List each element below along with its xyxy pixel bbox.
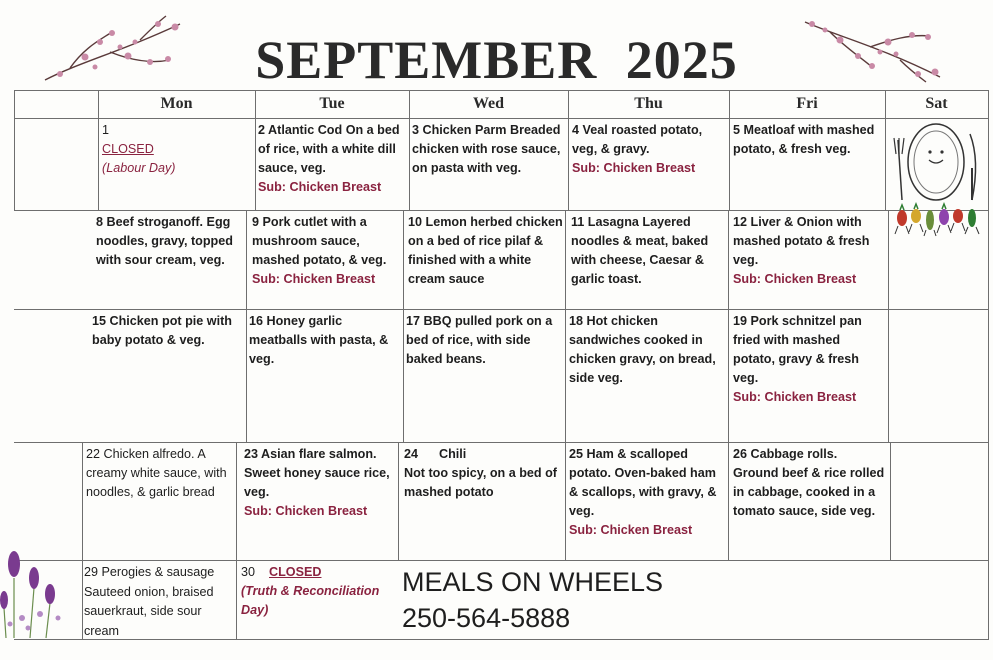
meal-description: 19 Pork schnitzel pan fried with mashed potato, gravy & fresh veg. (733, 314, 862, 385)
meal-description: 18 Hot chicken sandwiches cooked in chicken gravy, on bread, side veg. (569, 314, 716, 385)
cherry-blossom-branch-icon (800, 12, 945, 87)
calendar-cell-sep-4 (572, 121, 728, 178)
meal-description: 26 Cabbage rolls. Ground beef & rice rolled in cabbage, cooked in a tomato sauce, side veg. (733, 447, 885, 518)
grid-line (14, 560, 989, 561)
calendar-cell-sep-15 (92, 312, 244, 350)
grid-line (988, 90, 989, 639)
meal-description: 4 Veal roasted potato, veg, & gravy. (572, 123, 703, 156)
lavender-flowers-icon (0, 548, 70, 640)
meal-description: Not too spicy, on a bed of mashed potato (404, 466, 557, 499)
sub-note: Sub: Chicken Breast (733, 390, 857, 404)
sub-note: Sub: Chicken Breast (733, 272, 857, 286)
day-header-thu: Thu (634, 95, 663, 112)
grid-line (82, 442, 83, 639)
holiday-label: (Labour Day) (102, 161, 176, 175)
meal-description: 29 Perogies & sausage Sauteed onion, braised sauerkraut, side sour cream (84, 565, 215, 638)
closed-label: CLOSED (102, 142, 154, 156)
calendar-cell-sep-26 (733, 445, 885, 521)
meal-description: 25 Ham & scalloped potato. Oven-baked ham & scallops, with gravy, & veg. (569, 447, 717, 518)
calendar-cell-sep-5 (733, 121, 881, 159)
calendar-cell-sep-9 (252, 213, 402, 289)
sub-note: Sub: Chicken Breast (258, 180, 382, 194)
day-header-tue: Tue (319, 95, 345, 112)
sub-note: Sub: Chicken Breast (569, 523, 693, 537)
meals-on-wheels-contact (402, 564, 663, 636)
meal-description: 11 Lasagna Layered noodles & meat, baked with cheese, Caesar & garlic toast. (571, 215, 709, 286)
grid-line (236, 442, 237, 639)
calendar-cell-sep-25 (569, 445, 725, 540)
calendar-cell-sep-22 (86, 445, 232, 502)
day-number: 30 (241, 565, 256, 579)
calendar-cell-sep-16 (249, 312, 399, 369)
grid-line (728, 442, 729, 560)
meal-description: 15 Chicken pot pie with baby potato & veg. (92, 314, 232, 347)
meal-description: 2 Atlantic Cod On a bed of rice, with a white dill sauce, veg. (258, 123, 400, 175)
day-header-sat: Sat (925, 95, 948, 112)
holiday-label: (Truth & Reconciliation Day) (241, 584, 380, 617)
grid-line (14, 118, 989, 119)
grid-line (14, 210, 989, 211)
closed-label: CLOSED (269, 565, 322, 579)
cherry-blossom-branch-icon (40, 12, 185, 87)
meal-description: 3 Chicken Parm Breaded chicken with rose sauce, on pasta with veg. (412, 123, 561, 175)
calendar-cell-sep-29 (84, 563, 234, 641)
sub-note: Sub: Chicken Breast (572, 161, 696, 175)
grid-line (403, 210, 404, 442)
grid-line (398, 442, 399, 560)
grid-line (14, 442, 989, 443)
day-header-fri: Fri (796, 95, 818, 112)
grid-line (890, 442, 891, 560)
calendar-cell-sep-3 (412, 121, 566, 178)
meal-description: 17 BBQ pulled pork on a bed of rice, with side baked beans. (406, 314, 553, 366)
grid-line (565, 442, 566, 560)
grid-line (565, 210, 566, 442)
vegetable-characters-icon (895, 204, 979, 236)
grid-line (14, 90, 15, 210)
meal-description: 8 Beef stroganoff. Egg noodles, gravy, topped with sour cream, veg. (96, 215, 233, 267)
page-title: SEPTEMBER 2025 (255, 30, 738, 90)
day-header-mon: Mon (160, 95, 193, 112)
calendar-cell-sep-24 (404, 445, 562, 502)
meal-description: 12 Liver & Onion with mashed potato & fresh veg. (733, 215, 870, 267)
grid-line (246, 210, 247, 442)
grid-line (888, 210, 889, 442)
organization-name: MEALS ON WHEELS (402, 567, 664, 597)
sub-note: Sub: Chicken Breast (252, 272, 376, 286)
meal-description: 5 Meatloaf with mashed potato, & fresh veg. (733, 123, 875, 156)
grid-line (14, 309, 989, 310)
plate-and-cutlery-icon (888, 120, 986, 242)
day-number: 24 Chili (404, 447, 467, 461)
meal-description: 23 Asian flare salmon. Sweet honey sauce rice, veg. (244, 447, 390, 499)
calendar-cell-sep-19 (733, 312, 885, 407)
calendar-cell-sep-1 (102, 121, 252, 178)
calendar-cell-sep-10 (408, 213, 564, 289)
calendar-cell-sep-12 (733, 213, 885, 289)
calendar-cell-sep-8 (96, 213, 244, 270)
meal-description: 9 Pork cutlet with a mushroom sauce, mashed potato, & veg. (252, 215, 387, 267)
day-header-wed: Wed (472, 95, 505, 112)
sub-note: Sub: Chicken Breast (244, 504, 368, 518)
grid-line (728, 210, 729, 442)
phone-number: 250-564-5888 (402, 603, 571, 633)
day-number: 1 (102, 123, 110, 137)
calendar-cell-sep-17 (406, 312, 562, 369)
meal-description: 10 Lemon herbed chicken on a bed of rice pilaf & finished with a white cream sauce (408, 215, 563, 286)
calendar-cell-sep-2 (258, 121, 406, 197)
calendar-cell-sep-18 (569, 312, 725, 388)
calendar-cell-sep-11 (571, 213, 725, 289)
calendar-cell-sep-23 (244, 445, 396, 521)
calendar-cell-sep-30 (241, 563, 395, 620)
meal-description: 16 Honey garlic meatballs with pasta, & veg. (249, 314, 389, 366)
meal-description: 22 Chicken alfredo. A creamy white sauce, with noodles, & garlic bread (86, 447, 227, 499)
